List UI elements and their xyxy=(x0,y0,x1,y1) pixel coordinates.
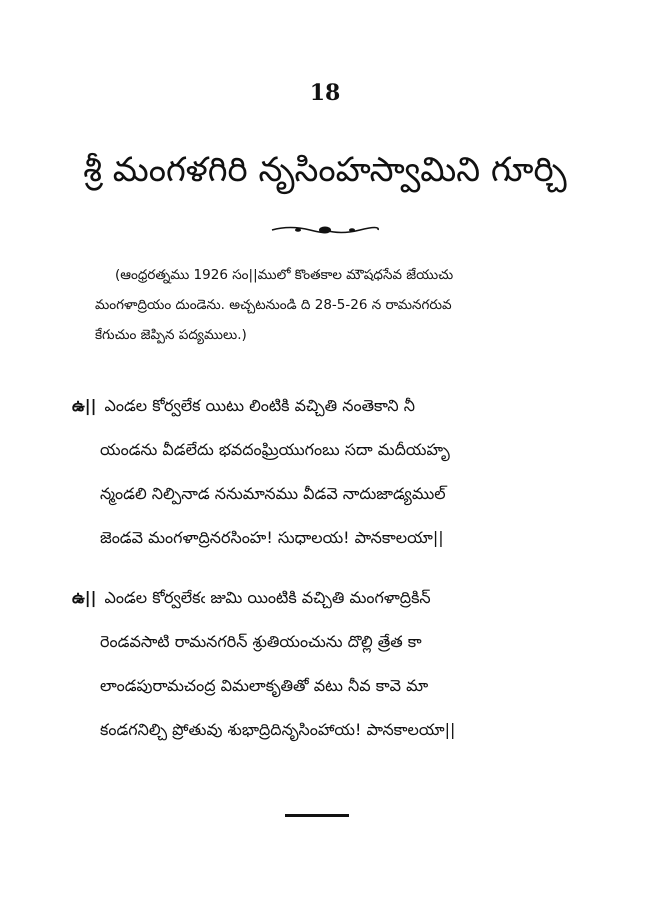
intro-line: మంగళాద్రియం దుండెను. అచ్చటనుండి ది 28-5-26 న రామనగరువ xyxy=(95,297,452,313)
verse-2 xyxy=(72,576,582,752)
meter-marker: ఉ|| xyxy=(72,396,97,415)
intro-line: కేగుచుం జెప్పిన పద్యములు.) xyxy=(95,327,247,343)
verse-line: యండను వీడలేదు భవదంఘ్రియుగంబు సదా మదీయహృ xyxy=(100,440,450,459)
verse-line: రెండవసాటి రామనగరిన్ శ్రుతియంచును దొల్లి త్రేత కా xyxy=(100,632,422,651)
intro-line: (ఆంధ్రరత్నము 1926 సం||ములో కొంతకాల మౌషధసేవ జేయుచు xyxy=(115,267,454,283)
verse-line: న్మండలి నిల్పినాడ ననుమానము వీడవె నాదుజాడ్యముల్ xyxy=(100,484,446,503)
verse-line-text: ఎండల కోర్వలేకఁ జుమి యింటికి వచ్చితి మంగళాద్రికిన్ xyxy=(104,588,431,607)
verse-1 xyxy=(72,384,582,560)
verse-line: జెండవె మంగళాద్రినరసింహ! సుధాలయ! పానకాలయా|| xyxy=(100,528,444,547)
verse-line xyxy=(72,576,582,620)
verse-line-text: ఎండల కోర్వలేక యిటు లింటికి వచ్చితి నంతెకాని నీ xyxy=(104,396,415,415)
verse-line: కండగనిల్చి ప్రోతువు శుభాద్రిదినృసింహాయ! పానకాలయా|| xyxy=(100,720,456,739)
poem-title: శ్రీ మంగళగిరి నృసింహస్వామిని గూర్చి xyxy=(83,150,567,190)
end-rule xyxy=(285,814,349,817)
page-number: 18 xyxy=(309,80,341,106)
meter-marker: ఉ|| xyxy=(72,588,97,607)
intro-note xyxy=(95,260,590,350)
ornament-divider-icon xyxy=(270,222,380,238)
verse-line xyxy=(72,384,582,428)
verse-line: లాండపురామచంద్ర విమలాకృతితో వటు నీవ కావె మా xyxy=(100,676,429,695)
